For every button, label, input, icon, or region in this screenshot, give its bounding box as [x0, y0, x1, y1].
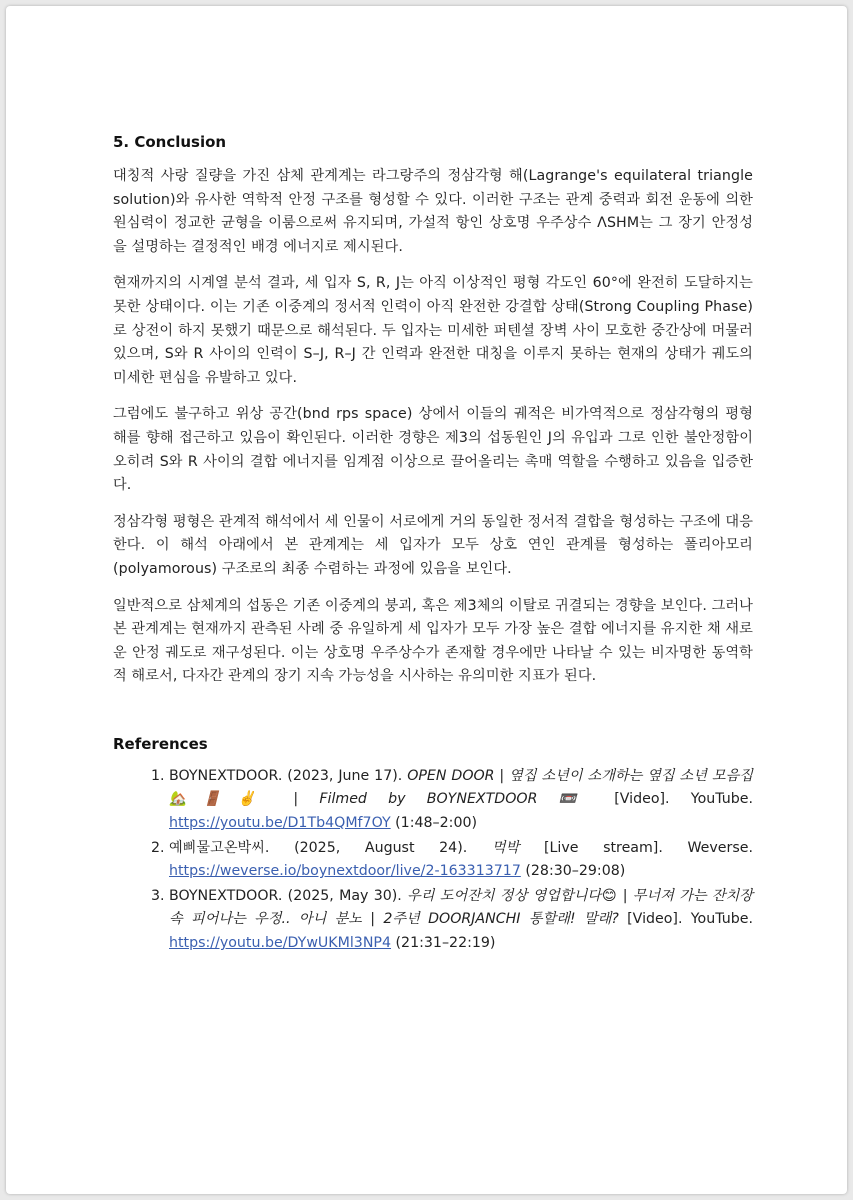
reference-author-date: 예삐물고온박씨. (2025, August 24).: [169, 839, 492, 856]
paragraph-3: 그럼에도 불구하고 위상 공간(bnd rps space) 상에서 이들의 궤적은 비가역적으로 정삼각형의 평형 해를 향해 접근하고 있음이 확인된다. 이러한 경향은 제3의 섭동원인 J의 유입과 그로 인한 불안정함이 오히려 S와 R 사이의 결합 에너지를 임계점 이상으로 끌어올리는 촉매 역할을 수행하고 있음을 입증한다.: [113, 406, 753, 494]
reference-source: [Video]. YouTube.: [618, 911, 753, 928]
reference-source: [Live stream]. Weverse.: [519, 839, 753, 856]
reference-title: 먹박: [491, 839, 520, 856]
paragraph-2: 현재까지의 시계열 분석 결과, 세 입자 S, R, J는 아직 이상적인 평형 각도인 60°에 완전히 도달하지는 못한 상태이다. 이는 기존 이중계의 정서적 인력이 아직 완전한 강결합 상태(Strong Coupling Phase)로 상전이 하지 못했기 때문으로 해석된다. 두 입자는 미세한 퍼텐셜 장벽 사이 모호한 중간상에 머물러 있으며, S와 R 사이의 인력이 S–J, R–J 간 인력과 완전한 대칭을 이루지 못하는 현재의 상태가 궤도의 미세한 편심을 유발하고 있다.: [113, 275, 753, 386]
reference-source: [Video]. YouTube.: [593, 791, 753, 808]
reference-title: 우리 도어잔치 정상 영업합니다😊 | 무너져 가는 잔치장 속 피어나는 우정.. 아니 분노 | 2주년 DOORJANCHI 통할래! 말래?: [169, 887, 753, 928]
references-list: [113, 765, 753, 956]
document-page: [6, 6, 847, 1194]
reference-author-date: BOYNEXTDOOR. (2025, May 30).: [169, 887, 408, 904]
reference-author-date: BOYNEXTDOOR. (2023, June 17).: [169, 767, 408, 784]
reference-link[interactable]: https://youtu.be/D1Tb4QMf7OY: [169, 815, 391, 832]
reference-timestamp: (1:48–2:00): [390, 815, 478, 832]
section-heading: 5. Conclusion: [113, 133, 227, 151]
reference-item: [169, 885, 753, 956]
reference-timestamp: (28:30–29:08): [520, 863, 626, 880]
reference-title: OPEN DOOR | 옆집 소년이 소개하는 옆집 소년 모음집 🏡🚪✌️ | Filmed by BOYNEXTDOOR 📼: [169, 767, 753, 808]
paragraph-1: 대칭적 사랑 질량을 가진 삼체 관계계는 라그랑주의 정삼각형 해(Lagrange's equilateral triangle solution)와 유사한 역학적 안정 구조를 형성할 수 있다. 이러한 구조는 관계 중력과 회전 운동에 의한 원심력이 정교한 균형을 이룸으로써 유지되며, 가설적 항인 상호명 우주상수 ΛSHM는 그 장기 안정성을 설명하는 결정적인 배경 에너지로 제시된다.: [113, 168, 753, 255]
paragraph-4: 정삼각형 평형은 관계적 해석에서 세 인물이 서로에게 거의 동일한 정서적 결합을 형성하는 구조에 대응한다. 이 해석 아래에서 본 관계계는 세 입자가 모두 상호 연인 관계를 형성하는 폴리아모리(polyamorous) 구조로의 최종 수렴하는 과정에 있음을 보인다.: [113, 513, 753, 577]
paragraph-5: 일반적으로 삼체계의 섭동은 기존 이중계의 붕괴, 혹은 제3체의 이탈로 귀결되는 경향을 보인다. 그러나 본 관계계는 현재까지 관측된 사례 중 유일하게 세 입자가 모두 가장 높은 결합 에너지를 유지한 채 새로운 안정 궤도로 재구성된다. 이는 상호명 우주상수가 존재할 경우에만 나타날 수 있는 비자명한 동역학적 해로서, 다자간 관계의 장기 지속 가능성을 시사하는 유의미한 지표가 된다.: [113, 597, 753, 685]
reference-item: [169, 837, 753, 884]
reference-link[interactable]: https://youtu.be/DYwUKMl3NP4: [169, 935, 392, 952]
reference-timestamp: (21:31–22:19): [391, 935, 496, 952]
reference-item: [169, 765, 753, 836]
reference-link[interactable]: https://weverse.io/boynextdoor/live/2-163313717: [169, 863, 521, 880]
references-heading: References: [113, 734, 208, 753]
document-body: [113, 133, 753, 957]
